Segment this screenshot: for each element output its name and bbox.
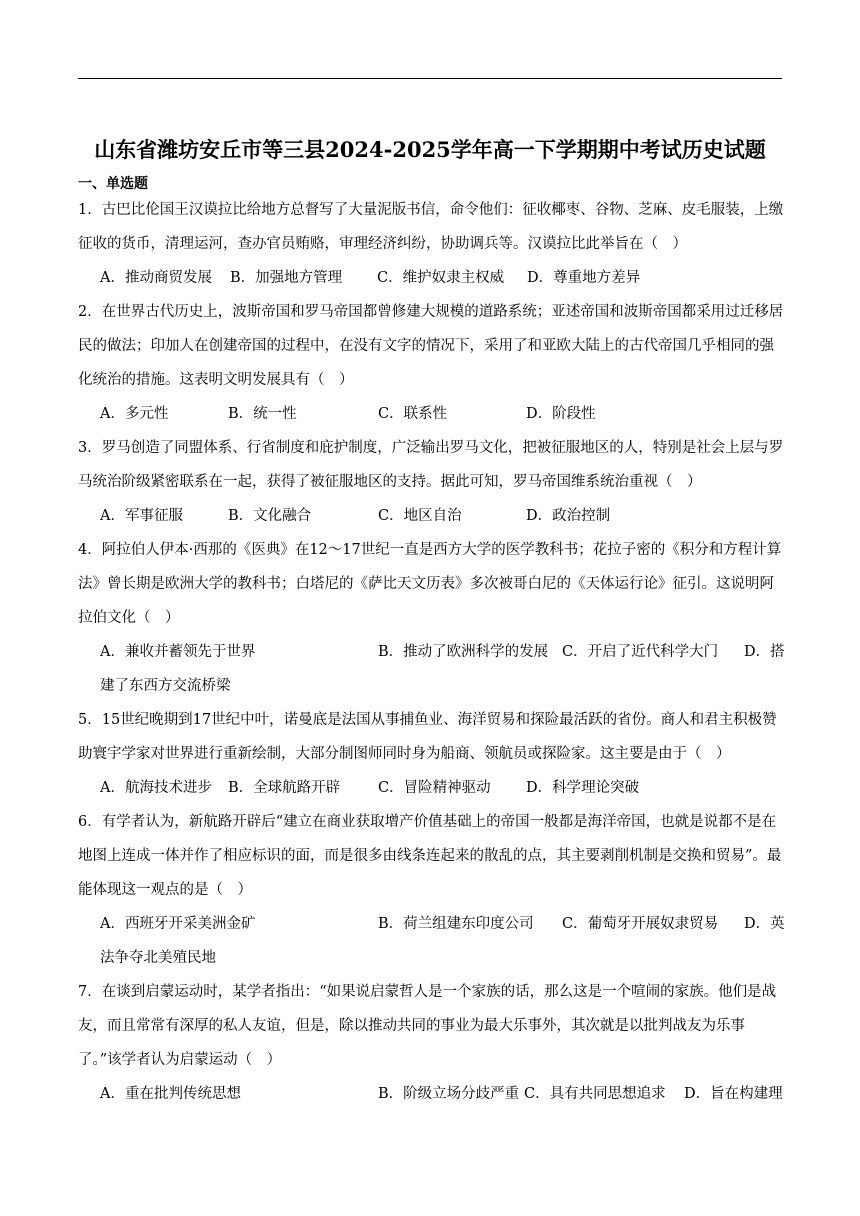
option-a[interactable]: A．军事征服 xyxy=(100,508,183,524)
question-7 xyxy=(78,975,784,1077)
option-d[interactable]: D．政治控制 xyxy=(526,508,611,524)
option-d[interactable]: D．英 xyxy=(744,916,785,932)
option-c[interactable]: C．联系性 xyxy=(378,406,448,422)
question-4 xyxy=(78,533,784,635)
question-6 xyxy=(78,805,784,907)
option-c[interactable]: C．葡萄牙开展奴隶贸易 xyxy=(562,916,719,932)
question-2-options xyxy=(78,397,784,431)
question-stem: 4．阿拉伯人伊本·西那的《医典》在12～17世纪一直是西方大学的医学教科书；花拉子密的《积分和方程计算法》曾长期是欧洲大学的教科书；白塔尼的《萨比天文历表》多次被哥白尼的《天体运行论》征引。这说明阿拉伯文化（ ） xyxy=(78,542,782,626)
option-b[interactable]: B．荷兰组建东印度公司 xyxy=(378,916,534,932)
option-a[interactable]: A．航海技术进步 xyxy=(100,780,212,796)
header-rule xyxy=(78,78,782,79)
section-heading: 一、单选题 xyxy=(78,176,148,192)
option-c[interactable]: C．维护奴隶主权威 xyxy=(377,270,505,286)
option-c[interactable]: C．具有共同思想追求 xyxy=(524,1086,666,1102)
question-stem: 3．罗马创造了同盟体系、行省制度和庇护制度，广泛输出罗马文化，把被征服地区的人，特别是社会上层与罗马统治阶级紧密联系在一起，获得了被征服地区的支持。据此可知，罗马帝国维系统治重视（ ） xyxy=(78,440,784,490)
option-a[interactable]: A．推动商贸发展 xyxy=(100,270,212,286)
option-a[interactable]: A．西班牙开采美洲金矿 xyxy=(100,916,256,932)
question-3 xyxy=(78,431,784,499)
option-d[interactable]: D．搭 xyxy=(744,644,785,660)
option-b[interactable]: B．文化融合 xyxy=(228,508,312,524)
option-a[interactable]: A．重在批判传统思想 xyxy=(100,1086,241,1102)
option-b[interactable]: B．推动了欧洲科学的发展 xyxy=(378,644,549,660)
option-d[interactable]: D．尊重地方差异 xyxy=(527,270,641,286)
question-1-options xyxy=(78,261,784,295)
question-6-options xyxy=(78,907,784,941)
question-7-options xyxy=(78,1077,784,1111)
question-1 xyxy=(78,193,784,261)
question-5 xyxy=(78,703,784,771)
option-c[interactable]: C．地区自治 xyxy=(378,508,462,524)
question-stem: 5．15世纪晚期到17世纪中叶，诺曼底是法国从事捕鱼业、海洋贸易和探险最活跃的省份。商人和君主积极赞助寰宇学家对世界进行重新绘制，大部分制图师同时身为船商、领航员或探险家。这主要是由于（ ） xyxy=(78,712,777,762)
option-b[interactable]: B．阶级立场分歧严重 xyxy=(378,1086,520,1102)
question-stem: 1．古巴比伦国王汉谟拉比给地方总督写了大量泥版书信，命令他们：征收椰枣、谷物、芝麻、皮毛服装，上缴征收的货币，清理运河，查办官员贿赂，审理经济纠纷，协助调兵等。汉谟拉比此举旨在（ ） xyxy=(78,202,784,252)
option-c[interactable]: C．开启了近代科学大门 xyxy=(562,644,719,660)
question-3-options xyxy=(78,499,784,533)
option-b[interactable]: B．统一性 xyxy=(228,406,297,422)
option-d[interactable]: D．阶段性 xyxy=(526,406,596,422)
option-b[interactable]: B．加强地方管理 xyxy=(230,270,343,286)
option-a[interactable]: A．兼收并蓄领先于世界 xyxy=(100,644,256,660)
option-d[interactable]: D．旨在构建理 xyxy=(684,1086,783,1102)
question-4-options xyxy=(78,635,784,669)
question-stem: 7．在谈到启蒙运动时，某学者指出：“如果说启蒙哲人是一个家族的话，那么这是一个喧闹的家族。他们是战友，而且常常有深厚的私人友谊，但是，除以推动共同的事业为最大乐事外，其次就是以批判战友为乐事了。”该学者认为启蒙运动（ ） xyxy=(78,984,777,1068)
option-d[interactable]: D．科学理论突破 xyxy=(526,780,640,796)
option-d-continuation: 建了东西方交流桥梁 xyxy=(100,678,231,694)
question-5-options xyxy=(78,771,784,805)
option-a[interactable]: A．多元性 xyxy=(100,406,169,422)
option-b[interactable]: B．全球航路开辟 xyxy=(228,780,341,796)
page-title: 山东省潍坊安丘市等三县2024-2025学年高一下学期期中考试历史试题 xyxy=(94,137,766,162)
option-d-continuation: 法争夺北美殖民地 xyxy=(100,950,216,966)
question-2 xyxy=(78,295,784,397)
question-stem: 6．有学者认为，新航路开辟后“建立在商业获取增产价值基础上的帝国一般都是海洋帝国，也就是说都不是在地图上连成一体并作了相应标识的面，而是很多由线条连起来的散乱的点，其主要剥削机制是交换和贸易”。最能体现这一观点的是（ ） xyxy=(78,814,782,898)
option-c[interactable]: C．冒险精神驱动 xyxy=(378,780,491,796)
question-stem: 2．在世界古代历史上，波斯帝国和罗马帝国都曾修建大规模的道路系统；亚述帝国和波斯帝国都采用过迁移居民的做法；印加人在创建帝国的过程中，在没有文字的情况下，采用了和亚欧大陆上的古代帝国几乎相同的强化统治的措施。这表明文明发展具有（ ） xyxy=(78,304,784,388)
